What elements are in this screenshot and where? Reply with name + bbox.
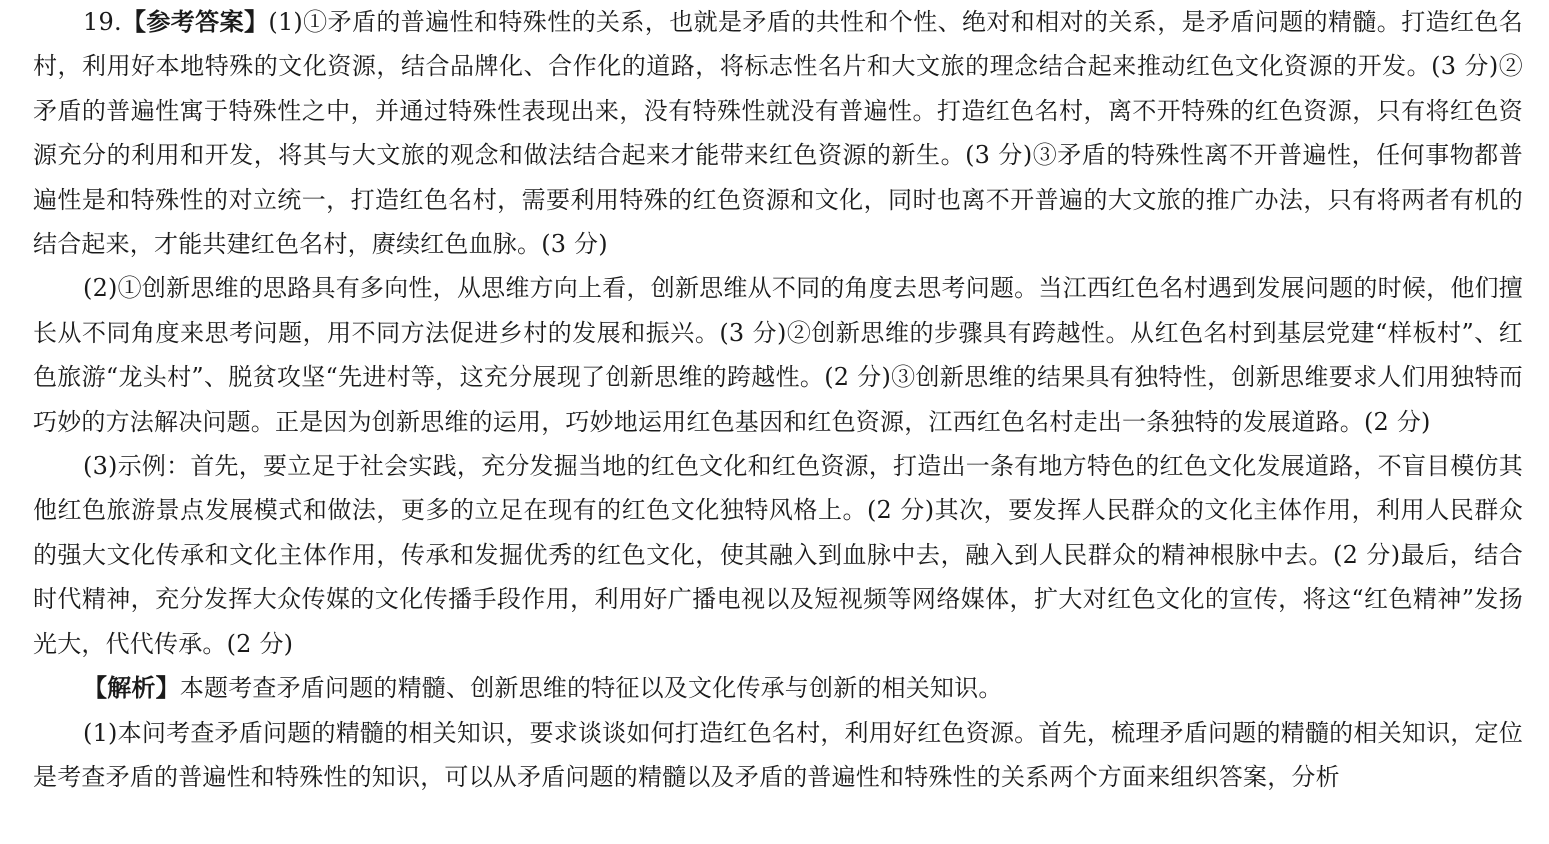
answer-paragraph-1 <box>33 0 1523 266</box>
answer-document <box>33 0 1523 799</box>
question-number: 19. <box>83 8 122 36</box>
answer-part-1-text: (1)①矛盾的普遍性和特殊性的关系，也就是矛盾的共性和个性、绝对和相对的关系，是矛盾问题的精髓。打造红色名村，利用好本地特殊的文化资源，结合品牌化、合作化的道路，将标志性名片和大文旅的理念结合起来推动红色文化资源的开发。(3 分)②矛盾的普遍性寓于特殊性之中，并通过特殊性表现出来，没有特殊性就没有普遍性。打造红色名村，离不开特殊的红色资源，只有将红色资源充分的利用和开发，将其与大文旅的观念和做法结合起来才能带来红色资源的新生。(3 分)③矛盾的特殊性离不开普遍性，任何事物都普遍性是和特殊性的对立统一，打造红色名村，需要利用特殊的红色资源和文化，同时也离不开普遍的大文旅的推广办法，只有将两者有机的结合起来，才能共建红色名村，赓续红色血脉。(3 分) <box>33 8 1524 259</box>
answer-paragraph-3: (3)示例：首先，要立足于社会实践，充分发掘当地的红色文化和红色资源，打造出一条有地方特色的红色文化发展道路，不盲目模仿其他红色旅游景点发展模式和做法，更多的立足在现有的红色文化独特风格上。(2 分)其次，要发挥人民群众的文化主体作用，利用人民群众的强大文化传承和文化主体作用，传承和发掘优秀的红色文化，使其融入到血脉中去，融入到人民群众的精神根脉中去。(2 分)最后，结合时代精神，充分发挥大众传媒的文化传播手段作用，利用好广播电视以及短视频等网络媒体，扩大对红色文化的宣传，将这“红色精神”发扬光大，代代传承。(2 分) <box>33 452 1523 658</box>
analysis-paragraph-1: (1)本问考查矛盾问题的精髓的相关知识，要求谈谈如何打造红色名村，利用好红色资源。首先，梳理矛盾问题的精髓的相关知识，定位是考查矛盾的普遍性和特殊性的知识，可以从矛盾问题的精髓以及矛盾的普遍性和特殊性的关系两个方面来组织答案，分析 <box>33 718 1523 791</box>
answer-paragraph-2: (2)①创新思维的思路具有多向性，从思维方向上看，创新思维从不同的角度去思考问题。当江西红色名村遇到发展问题的时候，他们擅长从不同角度来思考问题，用不同方法促进乡村的发展和振兴。(3 分)②创新思维的步骤具有跨越性。从红色名村到基层党建“样板村”、红色旅游“龙头村”、脱贫攻坚“先进村等，这充分展现了创新思维的跨越性。(2 分)③创新思维的结果具有独特性，创新思维要求人们用独特而巧妙的方法解决问题。正是因为创新思维的运用，巧妙地运用红色基因和红色资源，江西红色名村走出一条独特的发展道路。(2 分) <box>33 274 1523 436</box>
analysis-intro-text: 本题考查矛盾问题的精髓、创新思维的特征以及文化传承与创新的相关知识。 <box>179 674 1003 703</box>
analysis-tag: 【解析】 <box>83 674 180 703</box>
answer-tag: 【参考答案】 <box>121 8 269 36</box>
analysis-paragraph <box>33 666 1523 710</box>
